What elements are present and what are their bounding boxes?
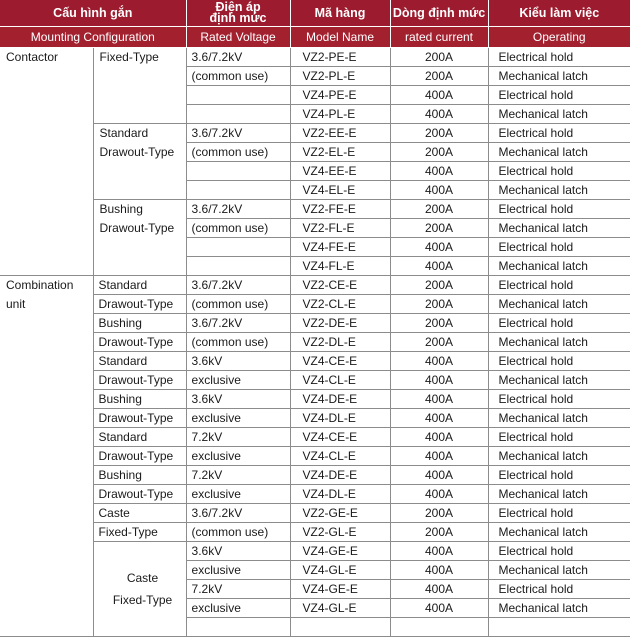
operating-cell: Electrical hold	[488, 428, 630, 447]
subgroup-standard-drawout	[93, 124, 186, 200]
model-cell: VZ4-CL-E	[290, 371, 390, 390]
group-label: unit	[6, 297, 26, 311]
voltage-cell: (common use)	[186, 143, 290, 162]
voltage-cell: 7.2kV	[186, 428, 290, 447]
current-cell: 200A	[390, 143, 488, 162]
operating-cell: Electrical hold	[488, 162, 630, 181]
current-cell: 400A	[390, 257, 488, 276]
voltage-cell	[186, 257, 290, 276]
voltage-cell: 7.2kV	[186, 466, 290, 485]
voltage-cell	[186, 162, 290, 181]
voltage-cell: (common use)	[186, 523, 290, 542]
current-cell: 400A	[390, 390, 488, 409]
model-cell: VZ4-DL-E	[290, 485, 390, 504]
subgroup-label: Fixed-Type	[112, 593, 173, 607]
voltage-cell: 3.6kV	[186, 542, 290, 561]
current-cell: 200A	[390, 295, 488, 314]
operating-cell: Electrical hold	[488, 390, 630, 409]
subgroup-label: Drawout-Type	[99, 145, 175, 159]
table-row	[0, 276, 630, 295]
operating-cell: Mechanical latch	[488, 599, 630, 618]
voltage-cell: exclusive	[186, 485, 290, 504]
subgroup-cell: Fixed-Type	[93, 523, 186, 542]
header-voltage-en: Rated Voltage	[186, 27, 290, 48]
subgroup-label: Bushing	[99, 202, 143, 216]
voltage-cell: 3.6/7.2kV	[186, 314, 290, 333]
operating-cell: Mechanical latch	[488, 485, 630, 504]
model-cell: VZ4-GL-E	[290, 599, 390, 618]
subgroup-label: Standard	[99, 126, 149, 140]
table-row	[0, 371, 630, 390]
subgroup-cell: Standard	[93, 276, 186, 295]
subgroup-cell: Drawout-Type	[93, 447, 186, 466]
subgroup-label: Drawout-Type	[99, 221, 175, 235]
subgroup-cell: Bushing	[93, 314, 186, 333]
model-cell: VZ2-PL-E	[290, 67, 390, 86]
current-cell: 400A	[390, 162, 488, 181]
subgroup-bushing-drawout	[93, 200, 186, 276]
operating-cell: Mechanical latch	[488, 219, 630, 238]
operating-cell: Mechanical latch	[488, 561, 630, 580]
model-cell: VZ4-FL-E	[290, 257, 390, 276]
current-cell: 400A	[390, 238, 488, 257]
voltage-cell	[186, 86, 290, 105]
model-cell: VZ4-GE-E	[290, 542, 390, 561]
operating-cell	[488, 618, 630, 637]
model-cell: VZ2-FE-E	[290, 200, 390, 219]
current-cell: 200A	[390, 200, 488, 219]
header-voltage-vi	[186, 0, 290, 27]
model-cell: VZ2-DE-E	[290, 314, 390, 333]
subgroup-cell: Drawout-Type	[93, 295, 186, 314]
voltage-cell: 3.6/7.2kV	[186, 276, 290, 295]
operating-cell: Electrical hold	[488, 542, 630, 561]
operating-cell: Mechanical latch	[488, 181, 630, 200]
operating-cell: Electrical hold	[488, 466, 630, 485]
current-cell: 400A	[390, 428, 488, 447]
current-cell	[390, 618, 488, 637]
current-cell: 200A	[390, 219, 488, 238]
subgroup-cell: Caste	[93, 504, 186, 523]
operating-cell: Electrical hold	[488, 314, 630, 333]
model-cell: VZ2-DL-E	[290, 333, 390, 352]
subgroup-fixed-type: Fixed-Type	[93, 48, 186, 124]
header-model-vi: Mã hàng	[290, 0, 390, 27]
model-cell	[290, 618, 390, 637]
voltage-cell: exclusive	[186, 561, 290, 580]
group-combination-unit	[0, 276, 93, 637]
model-cell: VZ2-CE-E	[290, 276, 390, 295]
header-voltage-vi-line2: định mức	[209, 11, 267, 25]
current-cell: 400A	[390, 561, 488, 580]
model-cell: VZ4-CE-E	[290, 428, 390, 447]
table-row	[0, 48, 630, 67]
current-cell: 400A	[390, 485, 488, 504]
subgroup-caste-fixed	[93, 542, 186, 637]
model-cell: VZ2-PE-E	[290, 48, 390, 67]
subgroup-cell: Drawout-Type	[93, 409, 186, 428]
voltage-cell: (common use)	[186, 219, 290, 238]
voltage-cell	[186, 618, 290, 637]
model-cell: VZ4-DL-E	[290, 409, 390, 428]
voltage-cell: 7.2kV	[186, 580, 290, 599]
operating-cell: Electrical hold	[488, 200, 630, 219]
operating-cell: Mechanical latch	[488, 333, 630, 352]
subgroup-cell: Standard	[93, 352, 186, 371]
current-cell: 200A	[390, 333, 488, 352]
operating-cell: Mechanical latch	[488, 371, 630, 390]
operating-cell: Mechanical latch	[488, 523, 630, 542]
operating-cell: Electrical hold	[488, 504, 630, 523]
subgroup-cell: Standard	[93, 428, 186, 447]
current-cell: 400A	[390, 542, 488, 561]
voltage-cell: 3.6/7.2kV	[186, 200, 290, 219]
table-row	[0, 504, 630, 523]
table-row	[0, 447, 630, 466]
model-cell: VZ2-GL-E	[290, 523, 390, 542]
model-cell: VZ4-CL-E	[290, 447, 390, 466]
subgroup-label: Caste	[126, 571, 159, 585]
current-cell: 400A	[390, 352, 488, 371]
operating-cell: Mechanical latch	[488, 67, 630, 86]
voltage-cell: (common use)	[186, 333, 290, 352]
table-row	[0, 523, 630, 542]
subgroup-cell: Bushing	[93, 390, 186, 409]
current-cell: 200A	[390, 276, 488, 295]
header-config-en: Mounting Configuration	[0, 27, 186, 48]
current-cell: 200A	[390, 48, 488, 67]
voltage-cell: exclusive	[186, 371, 290, 390]
header-current-vi: Dòng định mức	[390, 0, 488, 27]
header-model-en: Model Name	[290, 27, 390, 48]
model-cell: VZ4-GL-E	[290, 561, 390, 580]
model-cell: VZ2-FL-E	[290, 219, 390, 238]
current-cell: 400A	[390, 86, 488, 105]
model-cell: VZ4-PE-E	[290, 86, 390, 105]
current-cell: 200A	[390, 67, 488, 86]
table-row	[0, 409, 630, 428]
operating-cell: Mechanical latch	[488, 447, 630, 466]
voltage-cell: exclusive	[186, 447, 290, 466]
operating-cell: Electrical hold	[488, 276, 630, 295]
current-cell: 400A	[390, 599, 488, 618]
table-row	[0, 390, 630, 409]
subgroup-cell: Bushing	[93, 466, 186, 485]
voltage-cell: (common use)	[186, 295, 290, 314]
table-row	[0, 200, 630, 219]
model-cell: VZ4-EL-E	[290, 181, 390, 200]
current-cell: 400A	[390, 181, 488, 200]
current-cell: 400A	[390, 447, 488, 466]
table-header	[0, 0, 630, 48]
header-row-vi	[0, 0, 630, 27]
voltage-cell: 3.6kV	[186, 390, 290, 409]
table-row	[0, 124, 630, 143]
voltage-cell	[186, 105, 290, 124]
model-cell: VZ2-EE-E	[290, 124, 390, 143]
model-cell: VZ4-GE-E	[290, 580, 390, 599]
voltage-cell: (common use)	[186, 67, 290, 86]
operating-cell: Mechanical latch	[488, 295, 630, 314]
table-row	[0, 542, 630, 561]
voltage-cell: 3.6/7.2kV	[186, 124, 290, 143]
voltage-cell: 3.6kV	[186, 352, 290, 371]
operating-cell: Electrical hold	[488, 352, 630, 371]
header-voltage-vi-line1: Điện áp	[215, 0, 261, 14]
current-cell: 400A	[390, 371, 488, 390]
voltage-cell: exclusive	[186, 409, 290, 428]
operating-cell: Mechanical latch	[488, 143, 630, 162]
voltage-cell	[186, 181, 290, 200]
current-cell: 400A	[390, 466, 488, 485]
table-row	[0, 485, 630, 504]
voltage-cell: exclusive	[186, 599, 290, 618]
subgroup-cell: Drawout-Type	[93, 485, 186, 504]
model-cell: VZ4-DE-E	[290, 466, 390, 485]
model-cell: VZ2-GE-E	[290, 504, 390, 523]
table-row	[0, 295, 630, 314]
header-current-en: rated current	[390, 27, 488, 48]
current-cell: 400A	[390, 580, 488, 599]
current-cell: 400A	[390, 409, 488, 428]
current-cell: 200A	[390, 124, 488, 143]
model-cell: VZ4-FE-E	[290, 238, 390, 257]
operating-cell: Electrical hold	[488, 124, 630, 143]
voltage-cell: 3.6/7.2kV	[186, 48, 290, 67]
current-cell: 200A	[390, 504, 488, 523]
current-cell: 200A	[390, 314, 488, 333]
model-cell: VZ2-EL-E	[290, 143, 390, 162]
table-row	[0, 466, 630, 485]
voltage-cell: 3.6/7.2kV	[186, 504, 290, 523]
operating-cell: Electrical hold	[488, 48, 630, 67]
model-cell: VZ4-CE-E	[290, 352, 390, 371]
model-cell: VZ2-CL-E	[290, 295, 390, 314]
current-cell: 400A	[390, 105, 488, 124]
model-cell: VZ4-PL-E	[290, 105, 390, 124]
current-cell: 200A	[390, 523, 488, 542]
header-config-vi: Cấu hình gắn	[0, 0, 186, 27]
table-row	[0, 314, 630, 333]
table-body	[0, 48, 630, 637]
operating-cell: Electrical hold	[488, 238, 630, 257]
group-contactor: Contactor	[0, 48, 93, 276]
operating-cell: Electrical hold	[488, 86, 630, 105]
table-row	[0, 428, 630, 447]
subgroup-cell: Drawout-Type	[93, 371, 186, 390]
operating-cell: Mechanical latch	[488, 257, 630, 276]
header-operating-vi: Kiểu làm việc	[488, 0, 630, 27]
header-row-en	[0, 27, 630, 48]
header-operating-en: Operating	[488, 27, 630, 48]
group-label: Combination	[6, 278, 74, 292]
operating-cell: Mechanical latch	[488, 105, 630, 124]
model-cell: VZ4-DE-E	[290, 390, 390, 409]
table-row	[0, 352, 630, 371]
voltage-cell	[186, 238, 290, 257]
subgroup-cell: Drawout-Type	[93, 333, 186, 352]
operating-cell: Mechanical latch	[488, 409, 630, 428]
table-row	[0, 333, 630, 352]
model-cell: VZ4-EE-E	[290, 162, 390, 181]
operating-cell: Electrical hold	[488, 580, 630, 599]
